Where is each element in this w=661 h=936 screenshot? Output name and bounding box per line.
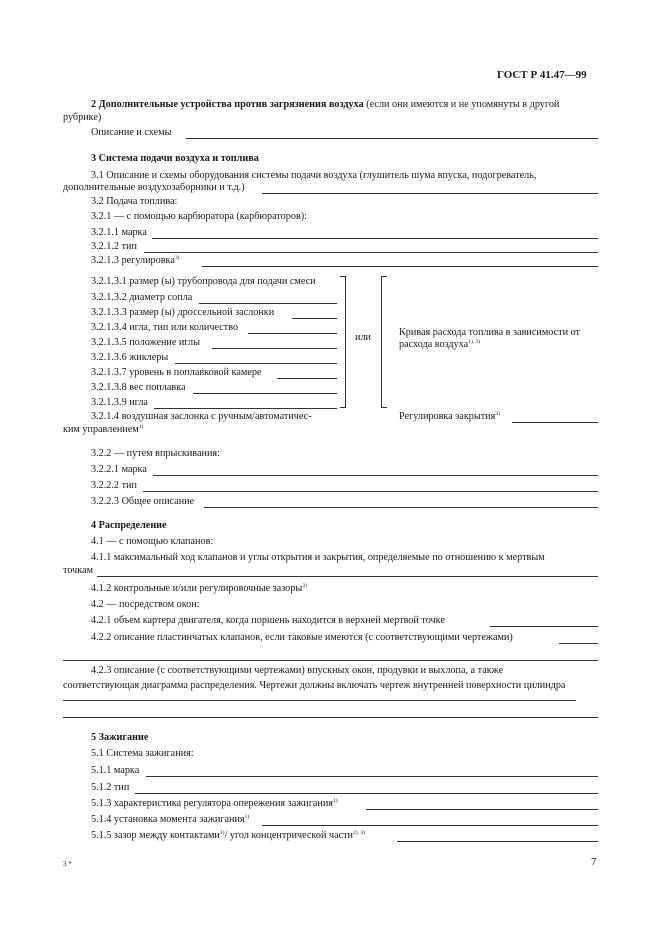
closing-adjustment-fill [512, 422, 598, 423]
closing-adjustment-text: Регулировка закрытия [399, 411, 496, 422]
p42-label: 4.2 — посредством окон: [91, 599, 200, 610]
curve-line2-text: расхода воздуха [399, 339, 469, 350]
list-item-3213-5: 3.2.1.3.5 положение иглы [91, 337, 200, 348]
list-item-3213-2: 3.2.1.3.2 диаметр сопла [91, 292, 193, 303]
p3223-label: 3.2.2.3 Общее описание [91, 496, 195, 507]
p512-label: 5.1.2 тип [91, 782, 130, 793]
p412-label [91, 583, 307, 595]
or-label: или [355, 332, 371, 343]
p3212-label: 3.2.1.2 тип [91, 241, 137, 252]
p321-label: 3.2.1 — с помощью карбюратора (карбюраторов): [91, 211, 307, 222]
list-item-3213-4: 3.2.1.3.4 игла, тип или количество [91, 322, 239, 333]
list-item-3213-9: 3.2.1.3.9 игла [91, 397, 148, 408]
p3223-fill-line [204, 507, 598, 508]
p515-text-a: 5.1.5 зазор между контактами [91, 830, 220, 841]
curve-line1: Кривая расхода топлива в зависимости от [399, 327, 580, 338]
p512-fill-line [135, 793, 598, 794]
p421-label: 4.2.1 объем картера двигателя, когда поршень находится в верхней мертвой точке [91, 615, 445, 626]
list-item-3213-5-fill [212, 348, 337, 349]
p422-fill-line-2 [63, 660, 598, 661]
left-brace [340, 276, 346, 408]
closing-adjustment-label [399, 411, 500, 423]
section-4-title: 4 Распределение [91, 520, 167, 531]
p3213-fill-line [202, 266, 598, 267]
p3222-fill-line [143, 491, 598, 492]
p514-footnote: 1) [244, 814, 250, 820]
p514-fill-line [262, 825, 598, 826]
p3211-label: 3.2.1.1 марка [91, 227, 147, 238]
p515-text-b: / угол концентрической части [224, 830, 354, 841]
sheet-mark: 3 * [63, 860, 72, 868]
p31-fill-line [262, 193, 598, 194]
section-2-title: 2 Дополнительные устройства против загрязнения воздуха [91, 99, 364, 110]
p3213-text: 3.2.1.3 регулировка [91, 255, 175, 266]
p513-fill-line [366, 809, 598, 810]
p31-line1: 3.1 Описание и схемы оборудования системы подачи воздуха (глушитель шума впуска, подогреватель, [91, 170, 537, 181]
list-item-3213-3: 3.2.1.3.3 размер (ы) дроссельной заслонки [91, 307, 275, 318]
list-item-3213-7-fill [277, 378, 337, 379]
p3213-label [91, 255, 179, 267]
list-item-3213-4-fill [248, 333, 337, 334]
p3213-footnote: 3) [174, 255, 180, 261]
list-item-3213-6-fill [175, 363, 337, 364]
page-number: 7 [591, 856, 597, 868]
p511-fill-line [146, 776, 598, 777]
list-item-3213-3-fill [292, 318, 337, 319]
p422-fill-line [559, 643, 598, 644]
p3214-footnote: 1) [138, 424, 144, 430]
p3214-line1: 3.2.1.4 воздушная заслонка с ручным/автоматичес- [91, 411, 312, 422]
p3221-fill-line [153, 475, 598, 476]
list-item-3213-1: 3.2.1.3.1 размер (ы) трубопровода для подачи смеси [91, 276, 316, 287]
curve-line2 [399, 339, 480, 351]
p513-label [91, 798, 338, 810]
document-id: ГОСТ Р 41.47—99 [497, 69, 587, 81]
p31-line2: дополнительные воздухозаборники и т.д.) [63, 182, 245, 193]
closing-adjustment-footnote: 3) [495, 411, 500, 417]
list-item-3213-2-fill [199, 303, 337, 304]
p411-line1: 4.1.1 максимальный ход клапанов и углы открытия и закрытия, определяемые по отношению к мертвым [91, 552, 545, 563]
section-2-heading [91, 99, 559, 111]
p515-label [91, 830, 365, 842]
p511-label: 5.1.1 марка [91, 765, 140, 776]
p514-label [91, 814, 249, 826]
p515-footnote-2: 2), 3) [353, 830, 365, 836]
p3221-label: 3.2.2.1 марка [91, 464, 147, 475]
p3211-fill-line [152, 238, 598, 239]
section-3-title: 3 Система подачи воздуха и топлива [91, 153, 259, 164]
p423-line1: 4.2.3 описание (с соответствующими чертежами) впускных окон, продувки и выхлопа, а также [91, 665, 504, 676]
p513-text: 5.1.3 характеристика регулятора опережения зажигания [91, 798, 333, 809]
section-2-desc-fill-line [186, 138, 598, 139]
p411-fill-line [97, 576, 598, 577]
p3214-line2-text: ким управлением [63, 424, 139, 435]
p423-line2: соответствующая диаграмма распределения. Чертежи должны включать чертеж внутренней поверхности цилиндра [63, 680, 566, 691]
p412-footnote: 3) [302, 583, 307, 589]
section-5-title: 5 Зажигание [91, 732, 149, 743]
p41-label: 4.1 — с помощью клапанов: [91, 536, 214, 547]
section-2-title-continued: рубрике) [63, 112, 102, 123]
p421-fill-line [490, 626, 598, 627]
p51-label: 5.1 Система зажигания: [91, 748, 194, 759]
p32-label: 3.2 Подача топлива: [91, 196, 178, 207]
list-item-3213-9-fill [154, 408, 337, 409]
list-item-3213-6: 3.2.1.3.6 жиклеры [91, 352, 169, 363]
p412-text: 4.1.2 контрольные и/или регулировочные зазоры [91, 583, 303, 594]
p422-label: 4.2.2 описание пластинчатых клапанов, если таковые имеются (с соответствующими чертежами) [91, 632, 513, 643]
p514-text: 5.1.4 установка момента зажигания [91, 814, 245, 825]
p423-fill-line-2 [63, 717, 598, 718]
right-brace [381, 276, 387, 408]
list-item-3213-8-fill [193, 393, 337, 394]
p322-label: 3.2.2 — путем впрыскивания: [91, 448, 220, 459]
section-2-title-rest: (если они имеются и не упомянуты в другой [366, 99, 560, 110]
list-item-3213-7: 3.2.1.3.7 уровень в поплавковой камере [91, 367, 262, 378]
p515-footnote-1: 1) [219, 830, 225, 836]
list-item-3213-8: 3.2.1.3.8 вес поплавка [91, 382, 186, 393]
p513-footnote: 1) [333, 798, 338, 804]
p3214-line2 [63, 424, 143, 436]
p3212-fill-line [144, 252, 598, 253]
section-2-desc-label: Описание и схемы [91, 127, 172, 138]
p423-fill-line-1 [63, 700, 576, 701]
p3222-label: 3.2.2.2 тип [91, 480, 137, 491]
p515-fill-line [397, 841, 598, 842]
p411-line2: точкам [63, 565, 94, 576]
curve-footnote: 1), 3) [468, 339, 481, 345]
